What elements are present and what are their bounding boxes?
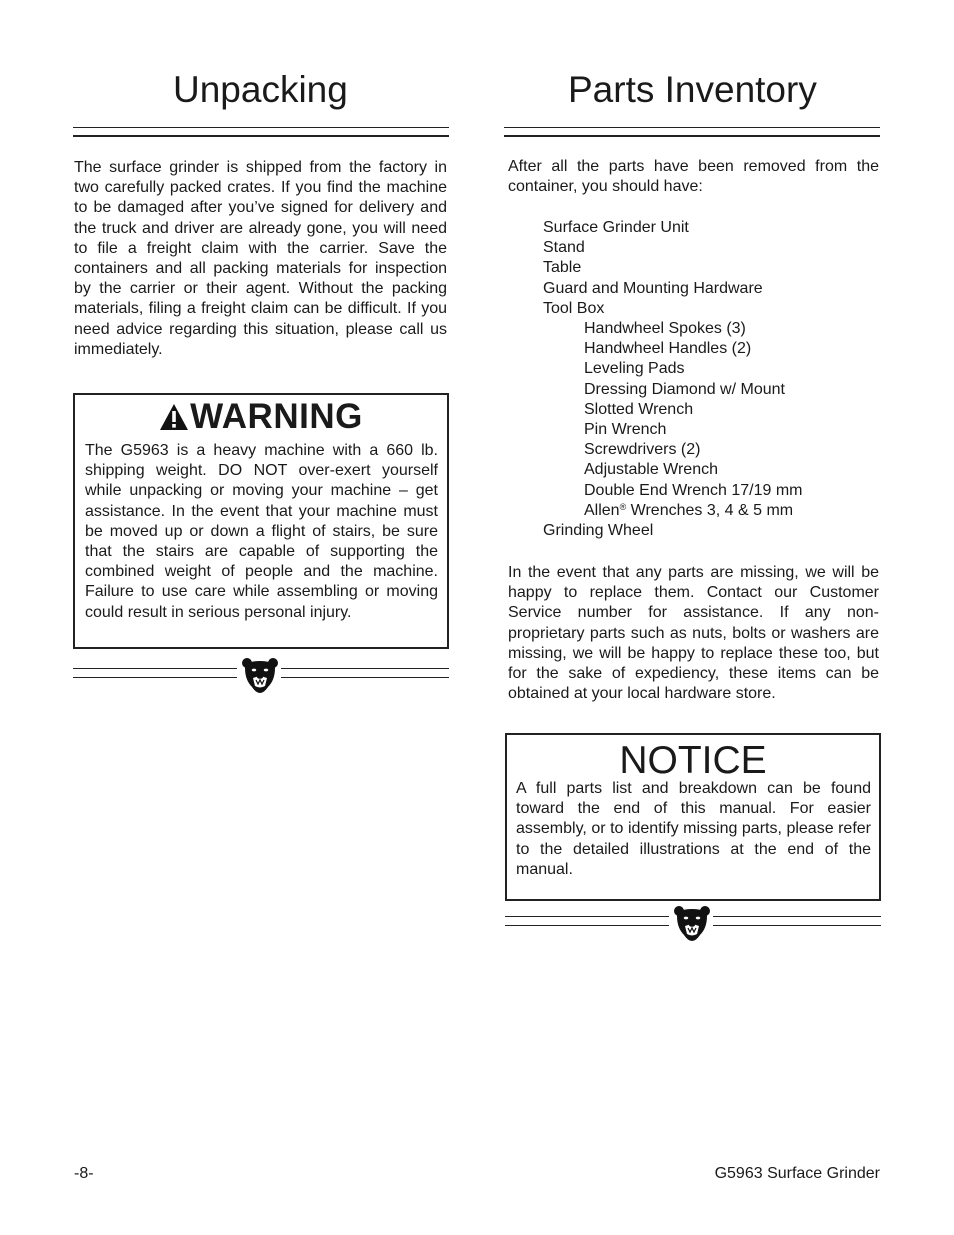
registered-mark: ® [619,501,627,512]
list-item: Slotted Wrench [584,400,694,418]
manual-title: G5963 Surface Grinder [714,1165,880,1182]
page-number: -8- [74,1165,94,1182]
warning-heading [75,397,447,437]
unpacking-title: Unpacking [173,69,348,110]
list-item: Surface Grinder Unit [543,219,689,236]
list-item: Handwheel Handles (2) [584,340,752,358]
list-item: Dressing Diamond w/ Mount [584,380,785,398]
warning-body: The G5963 is a heavy machine with a 660 lb. shipping weight. DO NOT over-exert yourself while unpacking or moving your machine – get assistance. In the event that your machine must be moved up or down a flight of stairs, be sure that the stairs are capable of supporting the combined weight of people and the machine. Failure to use care while assembling or moving could result in serious personal injury. [85,442,438,621]
allen-brand: Allen [584,501,620,519]
warning-triangle-icon [159,402,189,432]
list-item-allen [543,501,802,521]
parts-list [543,218,802,541]
list-item: Grinding Wheel [543,522,654,540]
list-item: Guard and Mounting Hardware [543,279,763,297]
notice-heading: NOTICE [619,739,767,782]
list-item: Double End Wrench 17/19 mm [584,481,803,499]
unpacking-paragraph: The surface grinder is shipped from the factory in two carefully packed crates. If you find the machine to be damaged after you’ve signed for delivery and the truck and driver are already gone, you will need to file a freight claim with the carrier. Save the containers and all packing materials for inspection by the carrier or their agent. Without the packing materials, filing a freight claim can be difficult. If you need advice regarding this situation, please call us immediately. [74,159,447,358]
warning-box [73,393,449,649]
bear-head-logo [673,904,711,942]
allen-rest: Wrenches 3, 4 & 5 mm [626,501,794,519]
parts-intro: After all the parts have been removed from the container, you should have: [508,158,879,196]
warning-heading-text: WARNING [190,397,363,436]
parts-inventory-title: Parts Inventory [568,69,817,110]
list-item: Pin Wrench [584,421,667,439]
section-end-divider [73,656,449,696]
list-item: Adjustable Wrench [584,461,718,479]
list-item: Table [543,259,582,277]
list-item: Screwdrivers (2) [584,441,701,459]
notice-box [505,733,881,901]
title-rule-right [504,127,880,137]
list-item: Tool Box [543,299,605,317]
title-rule [73,127,449,137]
missing-parts-paragraph: In the event that any parts are missing, we will be happy to replace them. Contact our Customer Service number for assistance. If any non-proprietary parts such as nuts, bolts or washers are missing, we will be happy to replace these too, but for the sake of expediency, these items can be obtained at your local hardware store. [508,564,879,703]
list-item: Handwheel Spokes (3) [584,320,746,338]
list-item: Stand [543,239,585,257]
bear-head-logo [241,656,279,694]
section-end-divider-right [505,904,881,944]
list-item: Leveling Pads [584,360,685,378]
notice-body: A full parts list and breakdown can be found toward the end of this manual. For easier assembly, or to identify missing parts, please refer to the detailed illustrations at the end of the manual. [516,780,871,878]
